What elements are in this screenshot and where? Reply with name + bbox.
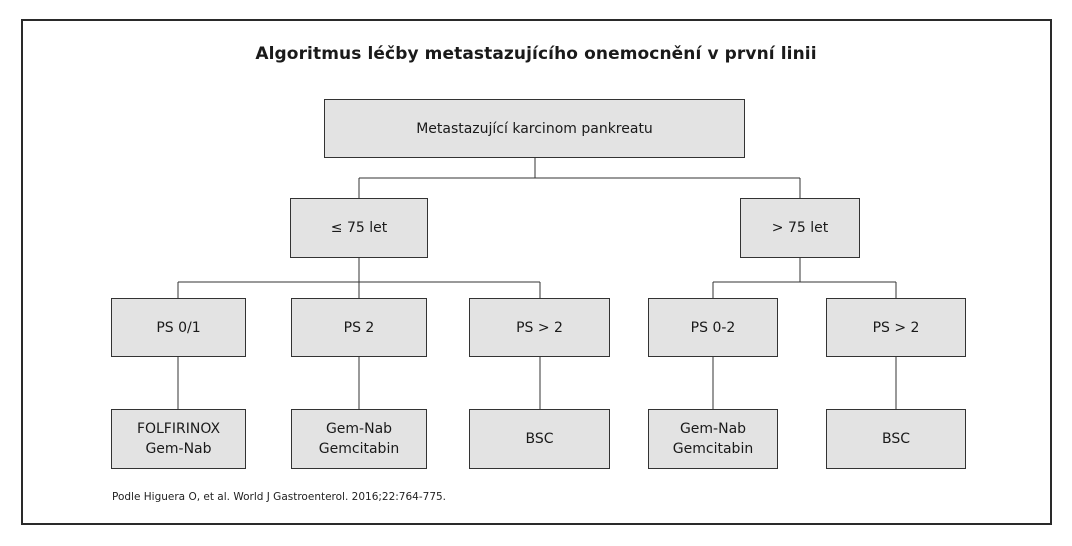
node-ps-gt2-old xyxy=(826,298,966,357)
node-ps-gt2-old-label: PS > 2 xyxy=(872,319,920,336)
node-treatment-gemnab-young-label: Gem-Nab Gemcitabin xyxy=(318,421,400,457)
node-root xyxy=(324,99,745,158)
node-treatment-gemnab-young xyxy=(291,409,427,469)
diagram-title: Algoritmus léčby metastazujícího onemocnění v první linii xyxy=(255,44,817,64)
node-treatment-folfirinox-label: FOLFIRINOX Gem-Nab xyxy=(136,421,221,457)
node-ps-0-2 xyxy=(648,298,778,357)
source-citation: Podle Higuera O, et al. World J Gastroenterol. 2016;22:764-775. xyxy=(112,491,447,503)
node-age-le75-label: ≤ 75 let xyxy=(330,220,388,236)
node-ps-2 xyxy=(291,298,427,357)
node-ps-0-1 xyxy=(111,298,246,357)
node-age-le75 xyxy=(290,198,428,258)
node-treatment-gemnab-old xyxy=(648,409,778,469)
node-age-gt75-label: > 75 let xyxy=(771,220,829,236)
node-treatment-gemnab-old-label: Gem-Nab Gemcitabin xyxy=(672,421,754,457)
node-root-label: Metastazující karcinom pankreatu xyxy=(416,120,653,137)
node-age-gt75 xyxy=(740,198,860,258)
node-treatment-folfirinox xyxy=(111,409,246,469)
node-ps-2-label: PS 2 xyxy=(343,319,375,336)
node-ps-gt2-young xyxy=(469,298,610,357)
node-treatment-bsc-old xyxy=(826,409,966,469)
node-treatment-bsc-young-label: BSC xyxy=(525,431,554,447)
node-ps-0-2-label: PS 0-2 xyxy=(690,319,736,336)
node-treatment-bsc-young xyxy=(469,409,610,469)
node-ps-gt2-young-label: PS > 2 xyxy=(516,319,563,336)
node-treatment-bsc-old-label: BSC xyxy=(881,431,911,447)
node-ps-0-1-label: PS 0/1 xyxy=(156,319,201,336)
